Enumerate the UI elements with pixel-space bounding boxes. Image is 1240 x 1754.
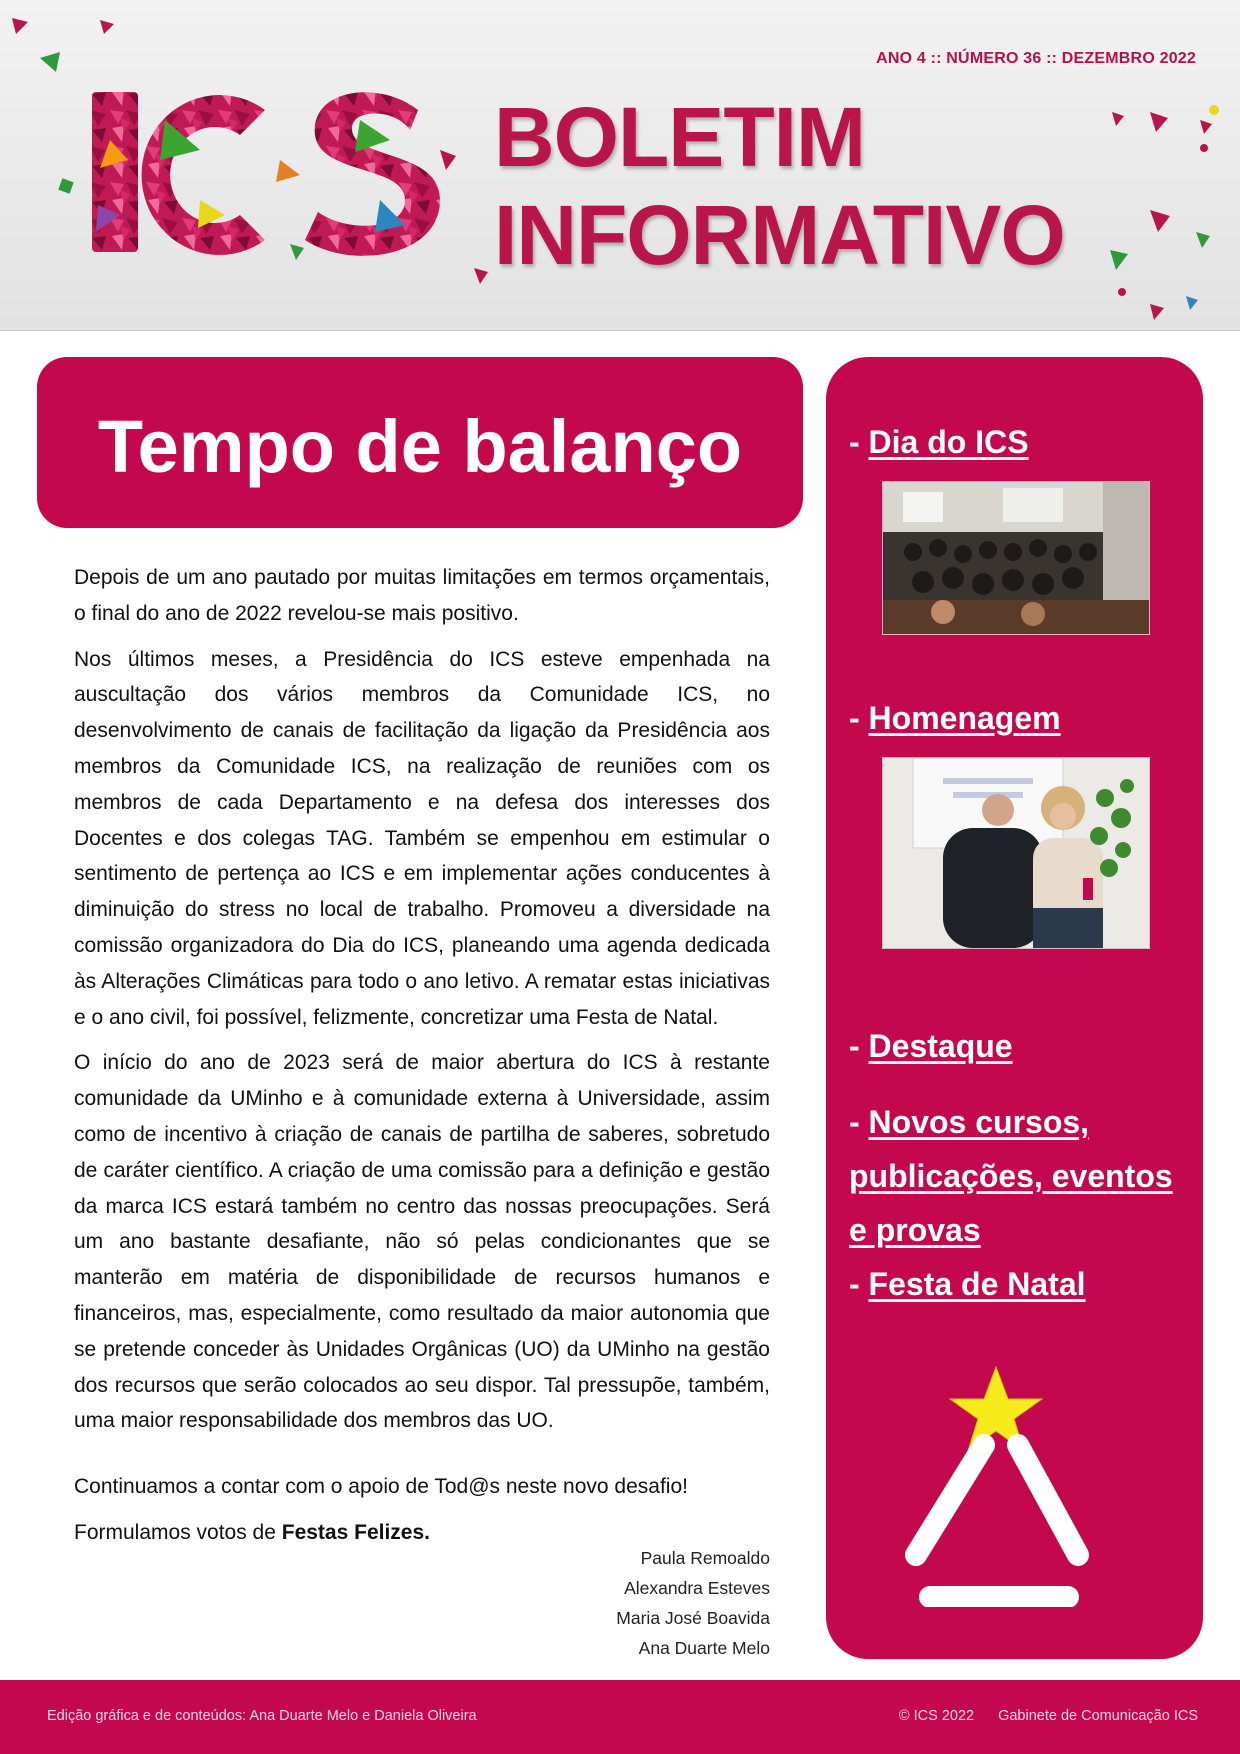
footer-right [875,1708,1198,1724]
sidebar-link-novos-cursos-line2[interactable]: publicações, eventos [849,1158,1173,1194]
sidebar-item-dia-do-ics[interactable] [849,415,1029,469]
closing-line-2-bold: Festas Felizes. [281,1520,430,1544]
bulletin-title-line2: INFORMATIVO [494,188,1065,282]
sidebar-item-festa-de-natal[interactable] [849,1257,1086,1311]
tribute-photo-image [883,758,1149,948]
header-banner [0,0,1240,331]
sidebar-item-destaque[interactable] [849,1019,1013,1073]
sidebar-link-destaque[interactable]: Destaque [868,1028,1013,1064]
sidebar-dash: - [849,1266,869,1302]
bulletin-title-line1: BOLETIM [494,90,865,184]
sidebar-link-homenagem[interactable]: Homenagem [868,700,1061,736]
article-paragraph-2: Nos últimos meses, a Presidência do ICS esteve empenhada na auscultação dos vários membros da Comunidade ICS, no desenvolvimento de canais de facilitação da ligação da Presidência aos membros da Comunidade ICS, na realização de reuniões com os membros de cada Departamento e na defesa dos interesses dos Docentes e dos colegas TAG. Também se empenhou em estimular o sentimento de pertença ao ICS e em implementar ações conducentes à diminuição do stress no local de trabalho. Promoveu a diversidade na comissão organizadora do Dia do ICS, planeando uma agenda dedicada às Alterações Climáticas para todo o ano letivo. A rematar estas iniciativas e o ano civil, foi possível, felizmente, concretizar uma Festa de Natal. [74,647,770,1029]
signature-4: Ana Duarte Melo [638,1638,770,1658]
bulletin-title [494,88,1065,284]
signature-3: Maria José Boavida [616,1608,770,1628]
sidebar-index [826,357,1203,1659]
sidebar-link-dia-do-ics[interactable]: Dia do ICS [868,424,1029,460]
sidebar-dash: - [849,1028,869,1064]
article-body [74,560,770,1561]
signatures [560,1543,770,1663]
article-title: Tempo de balanço [97,405,743,488]
sidebar-link-novos-cursos-line3[interactable]: e provas [849,1212,981,1248]
closing-line-1: Continuamos a contar com o apoio de Tod@s neste novo desafio! [74,1475,688,1499]
article-paragraph-3: O início do ano de 2023 será de maior abertura do ICS à restante comunidade da UMinho e à comunidade externa à Universidade, assim como de incentivo à criação de canais de partilha de saberes, sobretudo de caráter científico. A criação de uma comissão para a definição e gestão da marca ICS estará também no centro das nossas preocupações. Será um ano bastante desafiante, não só pelas condicionantes que se manterão em matéria de disponibilidade de recursos humanos e financeiros, mas, especialmente, como resultado da maior autonomia que se pretende conceder às Unidades Orgânicas (UO) da UMinho na gestão dos recursos que serão colocados ao seu dispor. Tal pressupõe, também, uma maior responsabilidade dos membros das UO. [74,1051,770,1433]
closing-line-2-prefix: Formulamos votos de [74,1520,282,1544]
article-paragraph-1: Depois de um ano pautado por muitas limitações em termos orçamentais, o final do ano de 2022 revelou-se mais positivo. [74,566,770,625]
sidebar-dash: - [849,700,869,736]
footer-office: Gabinete de Comunicação ICS [998,1708,1198,1724]
photo-homenagem [882,757,1150,949]
sidebar-item-homenagem[interactable] [849,691,1061,745]
footer-credits: Edição gráfica e de conteúdos: Ana Duarte Melo e Daniela Oliveira [47,1708,477,1724]
audience-photo-image [883,482,1149,634]
issue-line: ANO 4 :: NÚMERO 36 :: DEZEMBRO 2022 [876,50,1196,67]
christmas-tree-icon [896,1357,1136,1607]
signature-1: Paula Remoaldo [640,1548,770,1568]
sidebar-item-novos-cursos[interactable] [849,1095,1189,1257]
sidebar-link-festa-de-natal[interactable]: Festa de Natal [868,1266,1086,1302]
sidebar-dash: - [849,424,869,460]
signature-2: Alexandra Esteves [624,1578,770,1598]
sidebar-link-novos-cursos-line1[interactable]: Novos cursos, [868,1104,1090,1140]
article-title-box [37,357,803,528]
footer [0,1680,1240,1754]
sidebar-dash: - [849,1104,869,1140]
photo-dia-do-ics [882,481,1150,635]
footer-copyright: © ICS 2022 [898,1708,975,1724]
